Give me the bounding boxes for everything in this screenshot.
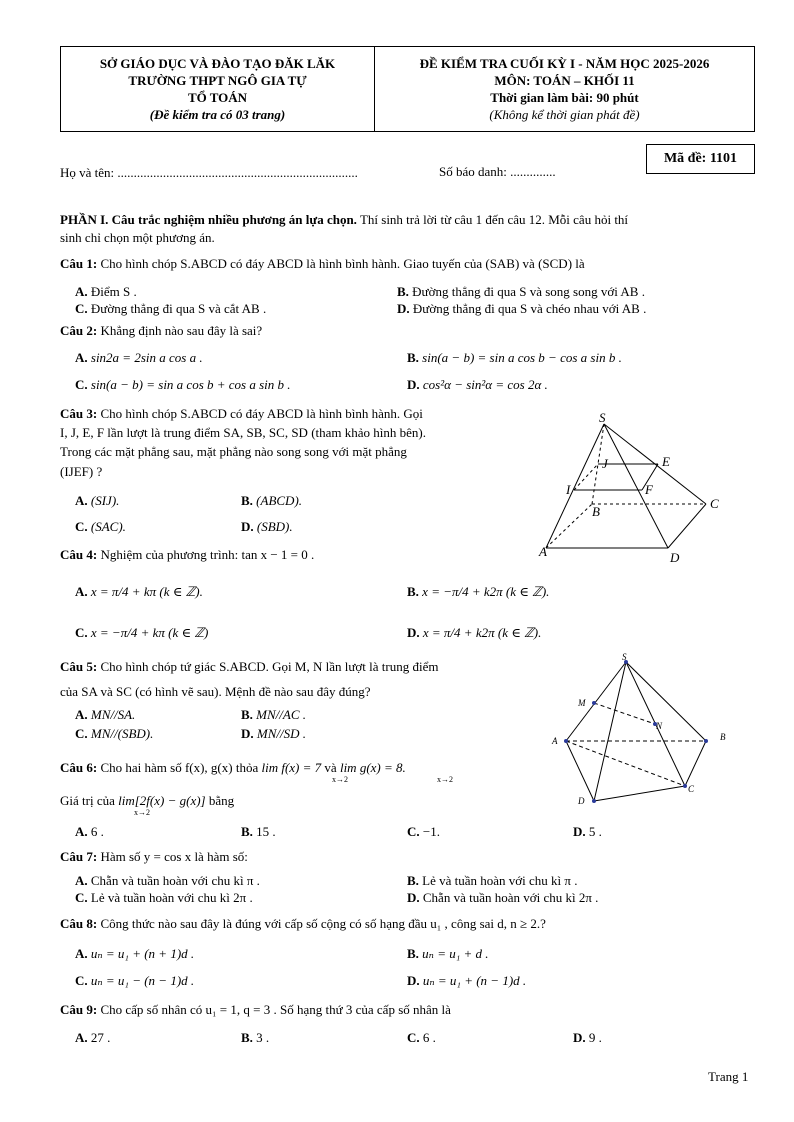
q8-text: Công thức nào sau đây là đúng với cấp số cộng có số hạng đầu u₁ , công sai d, n ≥ 2.?	[100, 916, 546, 931]
exam-title: ĐỀ KIỂM TRA CUỐI KỲ I - NĂM HỌC 2025-2026	[419, 56, 710, 71]
figure-pyramid-1	[538, 412, 728, 564]
q1-option-b[interactable]: B. Đường thẳng đi qua S và song song với AB .	[397, 284, 645, 299]
q8-label: Câu 8:	[60, 916, 98, 931]
q2-option-b[interactable]: B. sin(a − b) = sin a cos b − cos a sin b .	[407, 350, 622, 365]
q2-option-d[interactable]: D. cos²α − sin²α = cos 2α .	[407, 377, 548, 392]
question-3	[60, 405, 423, 422]
q6-lim2: lim g(x) = 8.	[339, 760, 406, 775]
q3-line4: (IJEF) ?	[60, 464, 103, 479]
q2-option-a[interactable]: A. sin2a = 2sin a cos a .	[75, 350, 203, 365]
q3-line3: Trong các mặt phẳng sau, mặt phẳng nào song song với mặt phẳng	[60, 444, 407, 459]
header-right	[375, 47, 754, 131]
q3-option-c[interactable]: C. (SAC).	[75, 519, 126, 534]
dept-name: SỞ GIÁO DỤC VÀ ĐÀO TẠO ĐĂK LĂK	[99, 56, 336, 71]
q6-option-c[interactable]: C. −1.	[407, 824, 440, 839]
q5-option-d[interactable]: D. MN//SD .	[241, 726, 307, 741]
part1-title: PHẦN I. Câu trắc nghiệm nhiều phương án lựa chọn.	[60, 212, 357, 227]
fig1-label-s: S	[599, 412, 606, 425]
q6-option-a[interactable]: A. 6 .	[75, 824, 104, 839]
q7-option-c[interactable]: C. Lẻ và tuần hoàn với chu kì 2π .	[75, 890, 253, 905]
q3-option-d[interactable]: D. (SBD).	[241, 519, 293, 534]
q3-option-b[interactable]: B. (ABCD).	[241, 493, 303, 508]
question-4	[60, 546, 314, 563]
fig2-label-b: B	[720, 732, 726, 742]
q4-option-a[interactable]: A. x = π/4 + kπ (k ∈ ℤ).	[75, 584, 203, 599]
q6-and: và	[324, 760, 337, 775]
question-7	[60, 848, 248, 865]
page-count: (Đề kiểm tra có 03 trang)	[149, 107, 286, 122]
page-number: Trang 1	[708, 1069, 749, 1084]
q6-sub1: x→2	[332, 775, 348, 784]
q5-option-c[interactable]: C. MN//(SBD).	[75, 726, 154, 741]
q6-sub3: x→2	[134, 808, 150, 817]
school-name: TRƯỜNG THPT NGÔ GIA TỰ	[128, 73, 307, 88]
q9-option-b[interactable]: B. 3 .	[241, 1030, 270, 1045]
q7-text: Hàm số y = cos x là hàm số:	[100, 849, 248, 864]
fig1-label-e: E	[662, 454, 670, 469]
question-2	[60, 322, 262, 339]
q9-label: Câu 9:	[60, 1002, 98, 1017]
fig1-label-i: I	[566, 482, 571, 497]
fig1-label-b: B	[592, 504, 600, 519]
subject: MÔN: TOÁN – KHỐI 11	[494, 73, 635, 88]
q5-line1: Cho hình chóp tứ giác S.ABCD. Gọi M, N lần lượt là trung điểm	[100, 659, 439, 674]
header-table	[60, 46, 755, 132]
q5-line2: của SA và SC (có hình vẽ sau). Mệnh đề nào sau đây đúng?	[60, 684, 371, 699]
q8-option-c[interactable]: C. uₙ = u₁ − (n − 1)d .	[75, 973, 195, 988]
q9-text: Cho cấp số nhân có u₁ = 1, q = 3 . Số hạng thứ 3 của cấp số nhân là	[100, 1002, 451, 1017]
part1-heading	[60, 211, 628, 228]
fig1-label-j: J	[602, 456, 608, 471]
fig2-label-s: S	[622, 652, 627, 662]
group-name: TỔ TOÁN	[187, 90, 248, 105]
fig2-label-n: N	[656, 721, 663, 731]
q3-line1: Cho hình chóp S.ABCD có đáy ABCD là hình bình hành. Gọi	[100, 406, 423, 421]
q2-label: Câu 2:	[60, 323, 98, 338]
q8-option-b[interactable]: B. uₙ = u₁ + d .	[407, 946, 489, 961]
fig1-label-c: C	[710, 496, 719, 511]
q6-option-d[interactable]: D. 5 .	[573, 824, 602, 839]
fig1-label-a: A	[539, 544, 547, 559]
q6-line2: Giá trị của lim[2f(x) − g(x)] bằng	[60, 793, 235, 808]
q1-option-d[interactable]: D. Đường thẳng đi qua S và chéo nhau với AB .	[397, 301, 647, 316]
fig2-label-d: D	[578, 796, 585, 804]
q6-option-b[interactable]: B. 15 .	[241, 824, 276, 839]
exam-code: Mã đề: 1101	[646, 144, 755, 174]
q6-text: Cho hai hàm số f(x), g(x) thỏa	[100, 760, 259, 775]
q8-option-d[interactable]: D. uₙ = u₁ + (n − 1)d .	[407, 973, 527, 988]
q7-option-a[interactable]: A. Chẵn và tuần hoàn với chu kì π .	[75, 873, 260, 888]
q7-option-b[interactable]: B. Lẻ và tuần hoàn với chu kì π .	[407, 873, 578, 888]
q8-option-a[interactable]: A. uₙ = u₁ + (n + 1)d .	[75, 946, 195, 961]
q4-label: Câu 4:	[60, 547, 98, 562]
fig1-label-d: D	[670, 550, 680, 564]
q5-label: Câu 5:	[60, 659, 98, 674]
question-5	[60, 658, 438, 675]
figure-pyramid-2	[548, 652, 738, 804]
q3-line2: I, J, E, F lần lượt là trung điểm SA, SB, SC, SD (tham khảo hình bên).	[60, 425, 426, 440]
q9-option-c[interactable]: C. 6 .	[407, 1030, 436, 1045]
q4-option-d[interactable]: D. x = π/4 + k2π (k ∈ ℤ).	[407, 625, 542, 640]
q6-lim1: lim f(x) = 7	[261, 760, 322, 775]
q1-text: Cho hình chóp S.ABCD có đáy ABCD là hình bình hành. Giao tuyến của (SAB) và (SCD) là	[100, 256, 585, 271]
fig2-label-m: M	[578, 698, 586, 708]
fig1-label-f: F	[645, 482, 653, 497]
q2-text: Khẳng định nào sau đây là sai?	[100, 323, 263, 338]
question-6	[60, 759, 406, 776]
duration-note: (Không kể thời gian phát đề)	[489, 107, 640, 122]
header-left	[61, 47, 375, 131]
q3-option-a[interactable]: A. (SIJ).	[75, 493, 120, 508]
fig2-label-c: C	[688, 784, 695, 794]
question-1	[60, 255, 585, 272]
q7-label: Câu 7:	[60, 849, 98, 864]
q7-option-d[interactable]: D. Chẵn và tuần hoàn với chu kì 2π .	[407, 890, 599, 905]
id-field: Số báo danh: ..............	[439, 164, 556, 179]
part1-instr2: sinh chỉ chọn một phương án.	[60, 230, 215, 245]
q5-option-b[interactable]: B. MN//AC .	[241, 707, 307, 722]
q5-option-a[interactable]: A. MN//SA.	[75, 707, 136, 722]
question-8	[60, 915, 546, 932]
q9-option-a[interactable]: A. 27 .	[75, 1030, 111, 1045]
q4-option-b[interactable]: B. x = −π/4 + k2π (k ∈ ℤ).	[407, 584, 550, 599]
fig2-label-a: A	[552, 736, 558, 746]
name-field: Họ và tên: ..........................................................................	[60, 165, 358, 180]
part1-instr1: Thí sinh trả lời từ câu 1 đến câu 12. Mỗi câu hỏi thí	[359, 212, 629, 227]
q9-option-d[interactable]: D. 9 .	[573, 1030, 602, 1045]
q6-label: Câu 6:	[60, 760, 98, 775]
duration: Thời gian làm bài: 90 phút	[490, 90, 639, 105]
q2-option-c[interactable]: C. sin(a − b) = sin a cos b + cos a sin b .	[75, 377, 291, 392]
question-9	[60, 1001, 451, 1018]
q4-text: Nghiệm của phương trình: tan x − 1 = 0 .	[100, 547, 315, 562]
q4-option-c[interactable]: C. x = −π/4 + kπ (k ∈ ℤ)	[75, 625, 209, 640]
q1-option-c[interactable]: C. Đường thẳng đi qua S và cắt AB .	[75, 301, 267, 316]
q3-label: Câu 3:	[60, 406, 98, 421]
q6-sub2: x→2	[437, 775, 453, 784]
q1-option-a[interactable]: A. Điểm S .	[75, 284, 137, 299]
q1-label: Câu 1:	[60, 256, 98, 271]
